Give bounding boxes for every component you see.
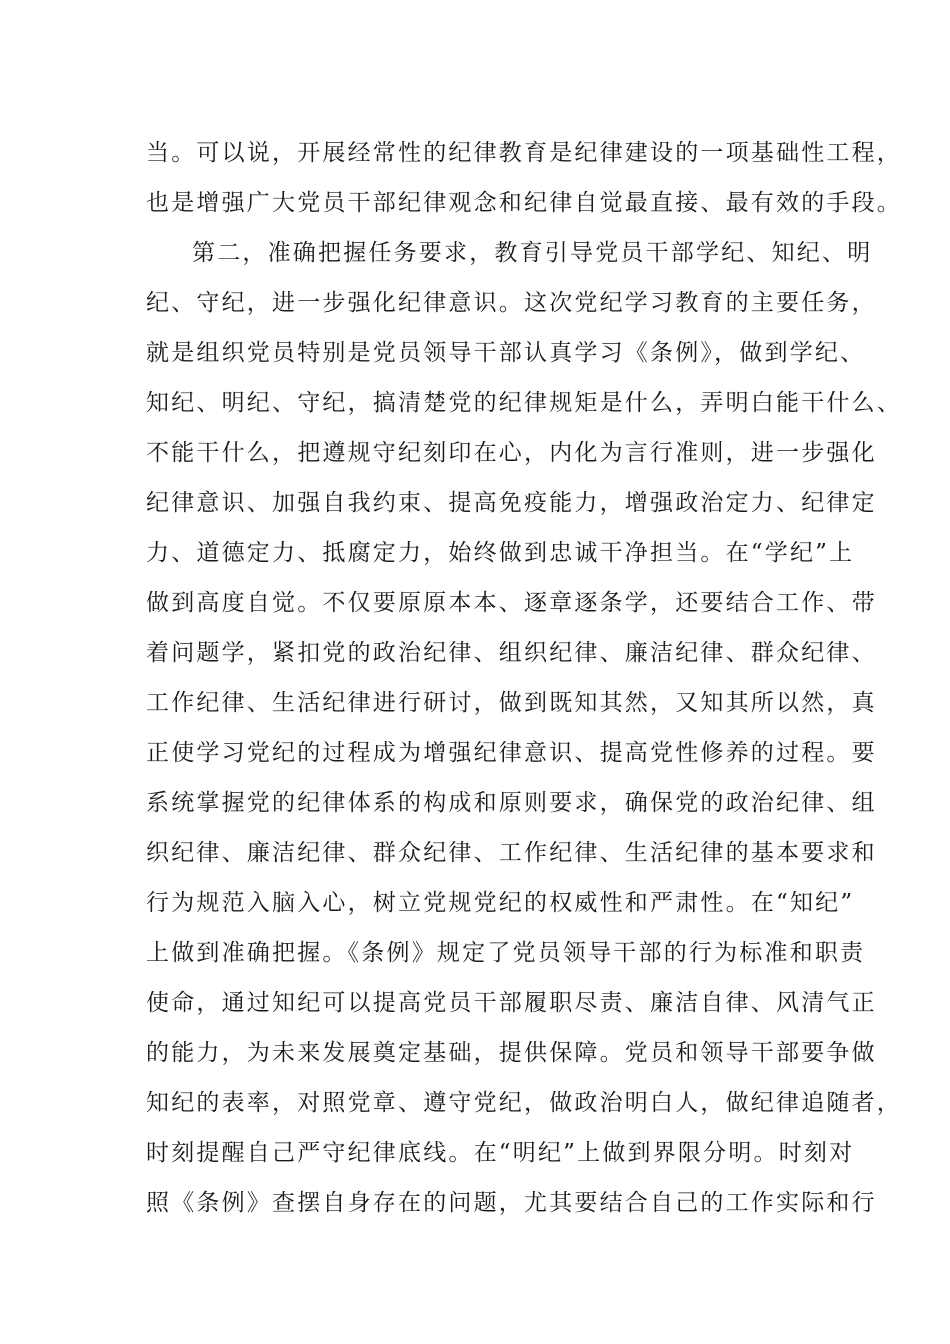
text-line: 力、道德定力、抵腐定力，始终做到忠诚干净担当。在“学纪”上: [146, 540, 855, 566]
text-line: 纪律意识、加强自我约束、提高免疫能力，增强政治定力、纪律定: [146, 490, 877, 516]
text-line: 织纪律、廉洁纪律、群众纪律、工作纪律、生活纪律的基本要求和: [146, 840, 877, 866]
text-line: 的能力，为未来发展奠定基础，提供保障。党员和领导干部要争做: [146, 1040, 877, 1066]
text-line: 当。可以说，开展经常性的纪律教育是纪律建设的一项基础性工程，: [146, 140, 902, 166]
text-line: 也是增强广大党员干部纪律观念和纪律自觉最直接、最有效的手段。: [146, 190, 902, 216]
body-text: [146, 128, 902, 1228]
text-line: 上做到准确把握。《条例》规定了党员领导干部的行为标准和职责: [146, 940, 866, 966]
text-line: 着问题学，紧扣党的政治纪律、组织纪律、廉洁纪律、群众纪律、: [146, 640, 877, 666]
text-line: 纪、守纪，进一步强化纪律意识。这次党纪学习教育的主要任务，: [146, 290, 877, 316]
text-line: 照《条例》查摆自身存在的问题，尤其要结合自己的工作实际和行: [146, 1190, 877, 1216]
text-line: 正使学习党纪的过程成为增强纪律意识、提高党性修养的过程。要: [146, 740, 877, 766]
paragraph-start-line: 第二，准确把握任务要求，教育引导党员干部学纪、知纪、明: [192, 240, 873, 266]
text-line: 做到高度自觉。不仅要原原本本、逐章逐条学，还要结合工作、带: [146, 590, 877, 616]
text-line: 知纪的表率，对照党章、遵守党纪，做政治明白人，做纪律追随者，: [146, 1090, 902, 1116]
text-line: 不能干什么，把遵规守纪刻印在心，内化为言行准则，进一步强化: [146, 440, 877, 466]
text-line: 行为规范入脑入心，树立党规党纪的权威性和严肃性。在“知纪”: [146, 890, 855, 916]
text-line: 就是组织党员特别是党员领导干部认真学习《条例》，做到学纪、: [146, 340, 866, 366]
text-line: 工作纪律、生活纪律进行研讨，做到既知其然，又知其所以然，真: [146, 690, 877, 716]
text-line: 使命，通过知纪可以提高党员干部履职尽责、廉洁自律、风清气正: [146, 990, 877, 1016]
text-line: 时刻提醒自己严守纪律底线。在“明纪”上做到界限分明。时刻对: [146, 1140, 855, 1166]
text-line: 系统掌握党的纪律体系的构成和原则要求，确保党的政治纪律、组: [146, 790, 877, 816]
text-line: 知纪、明纪、守纪，搞清楚党的纪律规矩是什么，弄明白能干什么、: [146, 390, 902, 416]
